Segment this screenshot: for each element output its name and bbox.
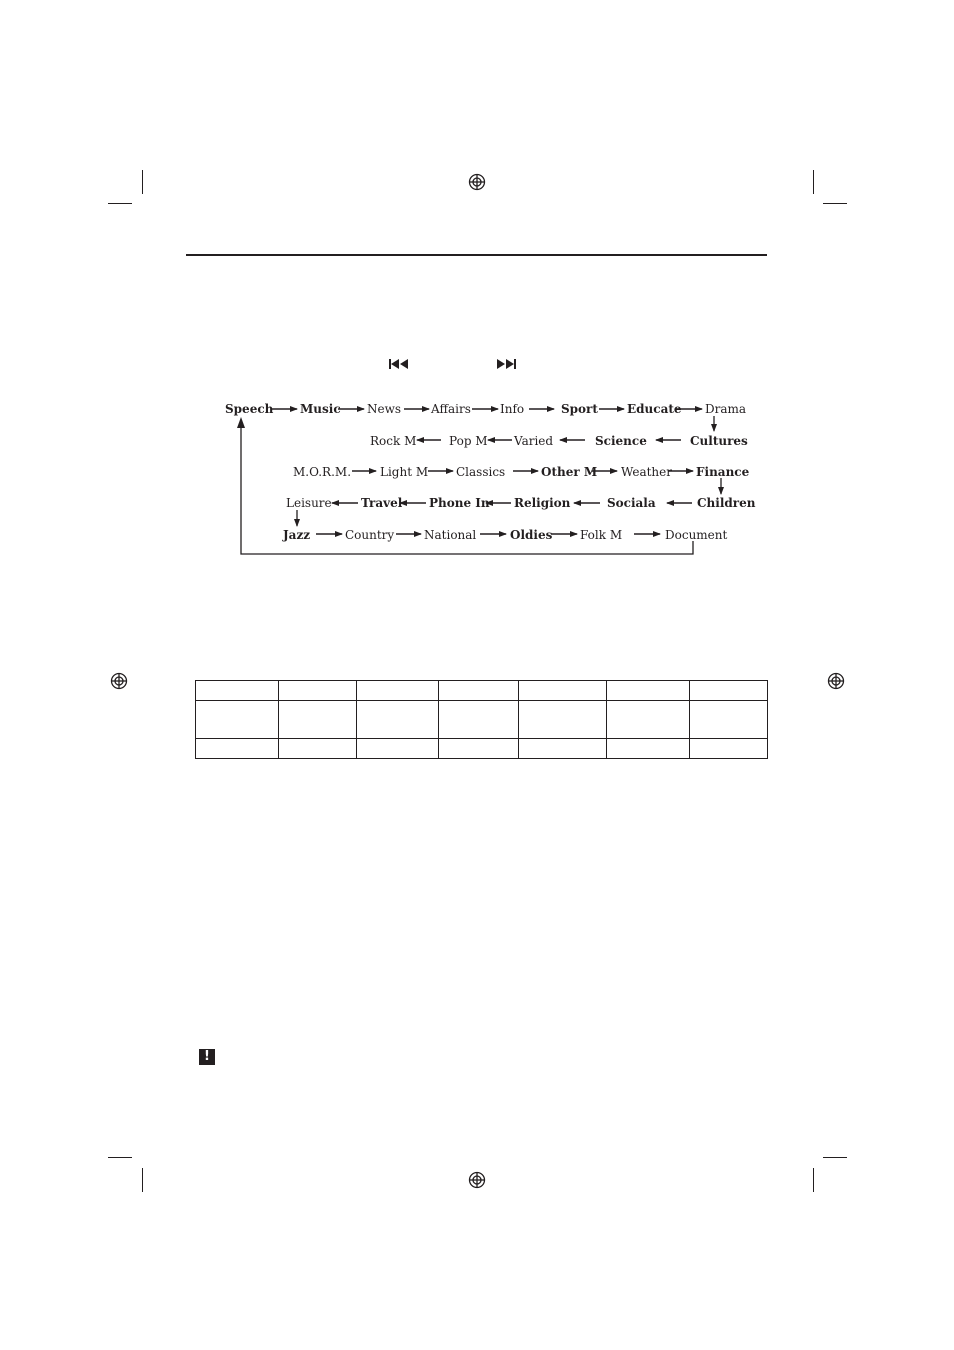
table-cell [690,739,768,759]
pty-table [195,680,768,759]
registration-mark-icon [827,672,845,690]
table-cell [279,701,357,739]
table-cell [357,681,439,701]
table-cell [690,701,768,739]
pty-label: Religion [514,496,571,510]
pty-label: Affairs [431,402,471,416]
pty-label: Document [665,528,728,542]
table-cell [439,739,519,759]
table-cell [279,681,357,701]
table-cell [439,681,519,701]
pty-label: Oldies [510,528,553,542]
crop-mark [813,1168,814,1192]
pty-label: Drama [705,402,747,416]
table-cell [519,701,607,739]
crop-mark [823,1157,847,1158]
table-cell [279,739,357,759]
pty-label: Sociala [607,496,656,510]
table-cell [607,739,690,759]
registration-mark-icon [110,672,128,690]
pty-label: Jazz [283,528,311,542]
table-cell [519,739,607,759]
table-cell [357,739,439,759]
pty-label: Weather [621,465,672,479]
table-cell [519,681,607,701]
table-cell [607,681,690,701]
pty-label: Educate [627,402,682,416]
pty-label: News [367,402,402,416]
pty-label: National [424,528,477,542]
table-cell [439,701,519,739]
exclamation-icon: ! [199,1049,215,1065]
pty-label: Folk M [580,528,623,542]
table-row [196,681,768,701]
pty-label: Speech [225,402,274,416]
pty-label: Pop M [449,434,488,448]
table-row [196,739,768,759]
crop-mark [142,1168,143,1192]
return-loop-arrowhead [237,417,245,428]
pty-label: Cultures [690,434,748,448]
pty-label: Info [500,402,525,416]
table-row [196,701,768,739]
table-cell [690,681,768,701]
pty-label: Sport [561,402,598,416]
table-cell [196,701,279,739]
pty-label: Rock M [370,434,417,448]
pty-label: Light M [380,465,429,479]
registration-mark-icon [468,1171,486,1189]
pty-label: Music [300,402,341,416]
pty-label: M.O.R.M. [293,465,352,479]
crop-mark [108,1157,132,1158]
pty-label: Children [697,496,756,510]
pty-label: Finance [696,465,750,479]
table-cell [196,739,279,759]
pty-label: Varied [514,434,554,448]
pty-label: Leisure [286,496,332,510]
pty-label: Science [595,434,647,448]
pty-label: Travel [361,496,403,510]
table-cell [196,681,279,701]
pty-label: Classics [456,465,506,479]
pty-cycle-diagram [0,0,954,600]
table-cell [357,701,439,739]
pty-label: Other M [541,465,598,479]
pty-label: Phone In [429,496,490,510]
pty-label: Country [345,528,395,542]
table-cell [607,701,690,739]
